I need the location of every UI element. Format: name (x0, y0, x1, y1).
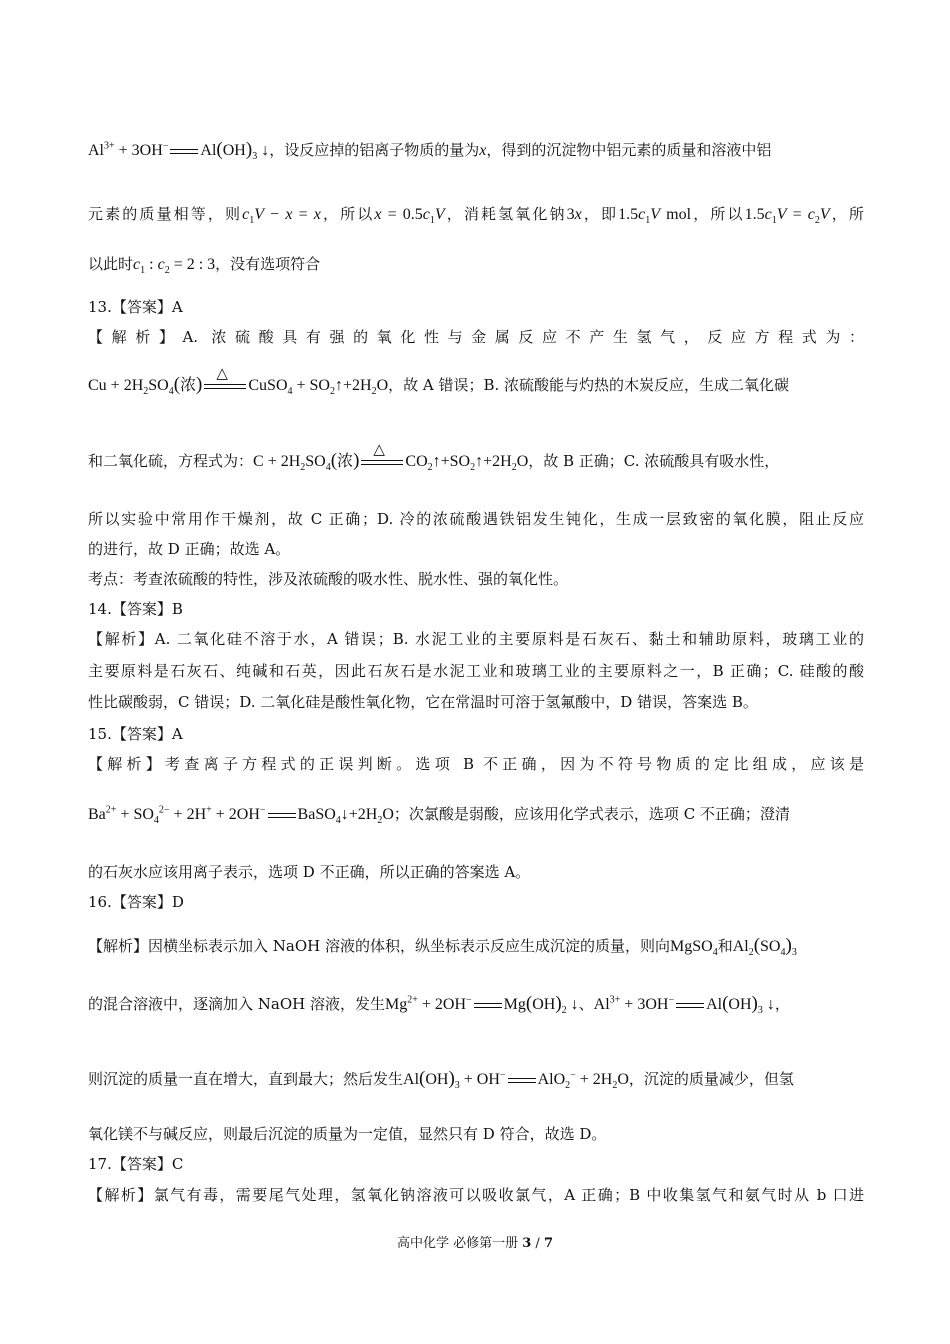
equation-cu-h2so4: $Cu + 2H_2SO_4$(浓) △ CuSO$_4$ + $SO_2↑+2H_2O$ (88, 365, 389, 398)
q16-line-2: 的混合溶液中，逐滴加入 NaOH 溶液，发生$Mg^{2+} + 2OH^-$ $Mg(OH)_2$ ↓、$Al^{3+} + 3OH^-$ $Al(OH)_3$ ↓， (88, 993, 790, 1017)
q12-line-3: 以此时$c_1$ : $c_2 = 2$ : 3，没有选项符合 (88, 255, 321, 277)
page-footer: 高中化学 必修第一册 3 / 7 (396, 1236, 553, 1251)
equation-mg-oh2: $Mg^{2+} + 2OH^-$ $Mg(OH)_2$ ↓ (384, 993, 579, 1017)
q15-line-1: 【解析】考查离子方程式的正误判断。选项 B 不正确，因为不符号物质的定比组成，应该是 (88, 755, 864, 773)
q15-line-3: 的石灰水应该用离子表示，选项 D 不正确，所以正确的答案选 A。 (88, 863, 531, 881)
q12-line-1: $Al^{3+} + 3OH^-$ $Al(OH)_3$ ↓，设反应掉的铝离子物质的量为x，得到的沉淀物中铝元素的质量和溶液中铝 (88, 139, 772, 163)
q17-answer: 17.【答案】C (88, 1155, 184, 1173)
q16-line-4: 氧化镁不与碱反应，则最后沉淀的质量为一定值，显然只有 D 符合，故选 D。 (88, 1125, 607, 1143)
q13-line-2: $Cu + 2H_2SO_4$(浓) △ CuSO$_4$ + $SO_2↑+2H_2O$，故 A 错误；B. 浓硫酸能与灼热的木炭反应，生成二氧化碳 (88, 365, 790, 398)
equation-al-oh3: $Al^{3+} + 3OH^-$ $Al(OH)_3$ ↓ (88, 139, 270, 163)
page-number: 3 (522, 1236, 532, 1251)
q14-answer: 14.【答案】B (88, 600, 183, 618)
equation-al-oh3-b: $Al^{3+} + 3OH^-$ $Al(OH)_3$ ↓ (593, 993, 775, 1017)
q15-answer: 15.【答案】A (88, 725, 183, 743)
page-total: 7 (543, 1236, 553, 1251)
equation-c-h2so4: $C + 2H_2SO_4$(浓) △ $CO_2↑+SO_2↑+2H_2O$ (253, 441, 529, 474)
q12-line-2: 元素的质量相等，则$c_1V - x = x$，所以$x = 0.5c_1V$，消耗氢氧化钠3x，即$1.5c_1V$ mol，所以$1.5c_1V = c_2V$，所 (88, 205, 864, 227)
q16-line-1: 【解析】因横坐标表示加入 NaOH 溶液的体积，纵坐标表示反应生成沉淀的质量，则向MgSO$_4$和$Al_2(SO_4)_3$ (88, 935, 797, 959)
equation-baso4: $Ba^{2+} + SO_4^{2-} + 2H^+ + 2OH^-$ $BaSO_4↓+2H_2O$ (88, 804, 394, 827)
q13-line-3: 和二氧化硫，方程式为：$C + 2H_2SO_4$(浓) △ $CO_2↑+SO_2↑+2H_2O$，故 B 正确；C. 浓硫酸具有吸水性， (88, 441, 780, 474)
q13-answer: 13.【答案】A (88, 298, 183, 316)
q13-line-1: 【解析】A. 浓硫酸具有强的氧化性与金属反应不产生氢气，反应方程式为： (88, 328, 864, 346)
q17-line-1: 【解析】氯气有毒，需要尾气处理，氢氧化钠溶液可以吸收氯气，A 正确；B 中收集氢气和氨气时从 b 口进 (88, 1186, 864, 1204)
q15-line-2: $Ba^{2+} + SO_4^{2-} + 2H^+ + 2OH^-$ $BaSO_4↓+2H_2O$；次氯酸是弱酸，应该用化学式表示，选项 C 不正确；澄清 (88, 804, 790, 827)
q13-note: 考点：考查浓硫酸的特性，涉及浓硫酸的吸水性、脱水性、强的氧化性。 (88, 570, 569, 588)
q16-line-3: 则沉淀的质量一直在增大，直到最大；然后发生$Al(OH)_3 + OH^-$ $AlO_2^- + 2H_2O$，沉淀的质量减少，但氢 (88, 1068, 794, 1092)
equation-alo2: $Al(OH)_3 + OH^-$ $AlO_2^- + 2H_2O$ (403, 1068, 629, 1092)
q13-line-4: 所以实验中常用作干燥剂，故 C 正确；D. 冷的浓硫酸遇铁铝发生钝化，生成一层致密的氧化膜，阻止反应 (88, 510, 864, 528)
q16-answer: 16.【答案】D (88, 893, 184, 911)
q14-line-1: 【解析】A. 二氧化硅不溶于水，A 错误；B. 水泥工业的主要原料是石灰石、黏土和辅助原料，玻璃工业的 (88, 630, 864, 648)
q14-line-2: 主要原料是石灰石、纯碱和石英，因此石灰石是水泥工业和玻璃工业的主要原料之一，B 正确；C. 硅酸的酸 (88, 662, 864, 680)
q13-line-5: 的进行，故 D 正确；故选 A。 (88, 540, 291, 558)
q14-line-3: 性比碳酸弱，C 错误；D. 二氧化硅是酸性氧化物，它在常温时可溶于氢氟酸中，D 错误，答案选 B。 (88, 693, 758, 711)
